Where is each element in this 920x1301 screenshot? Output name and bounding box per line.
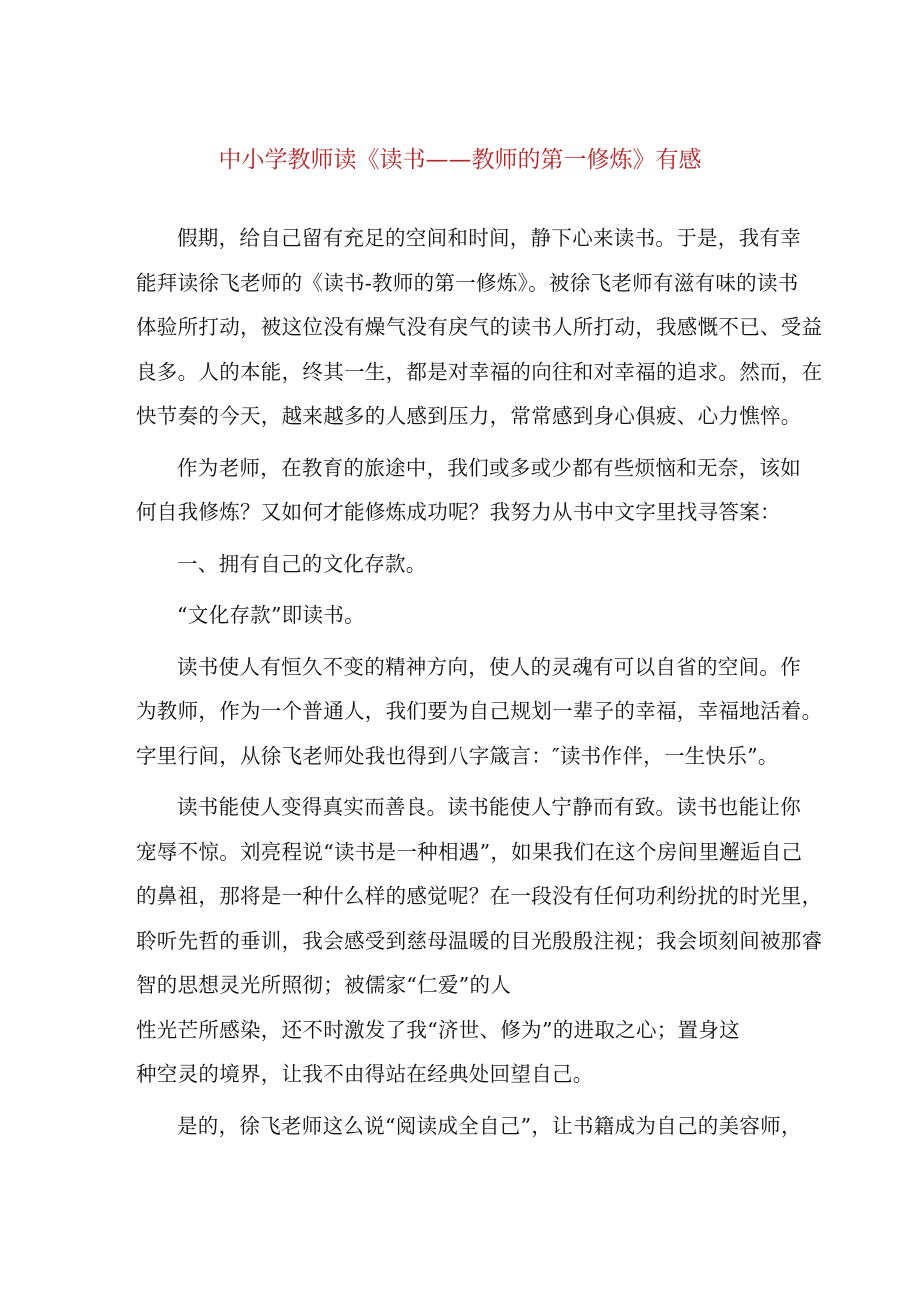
text-line: 为教师，作为一个普通人，我们要为自己规划一辈子的幸福，幸福地活着。 (136, 699, 823, 723)
paragraph (136, 645, 823, 779)
text-line: 聆听先哲的垂训，我会感受到慈母温暖的目光殷殷注视；我会顷刻间被那睿 (136, 928, 823, 953)
document-title: 中小学教师读《读书——教师的第一修炼》有感 (218, 147, 702, 173)
paragraph (136, 593, 796, 638)
paragraph (136, 216, 823, 439)
text-line: 读书能使人变得真实而善良。读书能使人宁静而有致。读书也能让你 (177, 795, 801, 819)
paragraph (136, 1104, 802, 1149)
document-body (136, 216, 823, 1148)
paragraph (136, 542, 796, 587)
section-heading: 一、拥有自己的文化存款。 (177, 551, 427, 576)
text-line: 种空灵的境界，让我不由得站在经典处回望自己。 (136, 1062, 594, 1086)
text-line: 字里行间，从徐飞老师处我也得到八字箴言：″读书作伴，一生快乐”。 (136, 743, 779, 768)
text-line: 假期，给自己留有充足的空间和时间，静下心来读书。于是，我有幸 (177, 226, 801, 250)
text-line: 良多。人的本能，终其一生，都是对幸福的向往和对幸福的追求。然而，在 (136, 359, 823, 384)
text-line: 能拜读徐飞老师的《读书-教师的第一修炼》。被徐飞老师有滋有味的读书 (136, 270, 799, 295)
text-line: 读书使人有恒久不变的精神方向，使人的灵魂有可以自省的空间。作 (177, 654, 801, 679)
text-line: 宠辱不惊。刘亮程说“读书是一种相遇”，如果我们在这个房间里邂逅自己 (136, 839, 803, 864)
text-line: 智的思想灵光所照彻；被儒家“仁爱”的人 (136, 973, 512, 997)
text-line: 何自我修炼？又如何才能修炼成功呢？我努力从书中文字里找寻答案： (136, 500, 781, 524)
paragraph (136, 446, 801, 535)
paragraph (136, 785, 823, 1097)
text-line: 体验所打动，被这位没有燥气没有戾气的读书人所打动，我感慨不已、受益 (136, 315, 823, 339)
text-line: 性光芒所感染，还不时激发了我“济世、修为”的进取之心；置身这 (136, 1017, 740, 1042)
text-line: “文化存款”即读书。 (177, 603, 365, 627)
text-line: 作为老师，在教育的旅途中，我们或多或少都有些烦恼和无奈，该如 (177, 455, 801, 480)
text-line: 是的，徐飞老师这么说“阅读成全自己”，让书籍成为自己的美容师， (177, 1113, 802, 1138)
text-line: 的鼻祖，那将是一种什么样的感觉呢？在一段没有任何功利纷扰的时光里， (136, 884, 823, 908)
text-line: 快节奏的今天，越来越多的人感到压力，常常感到身心俱疲、心力憔悴。 (136, 404, 802, 428)
